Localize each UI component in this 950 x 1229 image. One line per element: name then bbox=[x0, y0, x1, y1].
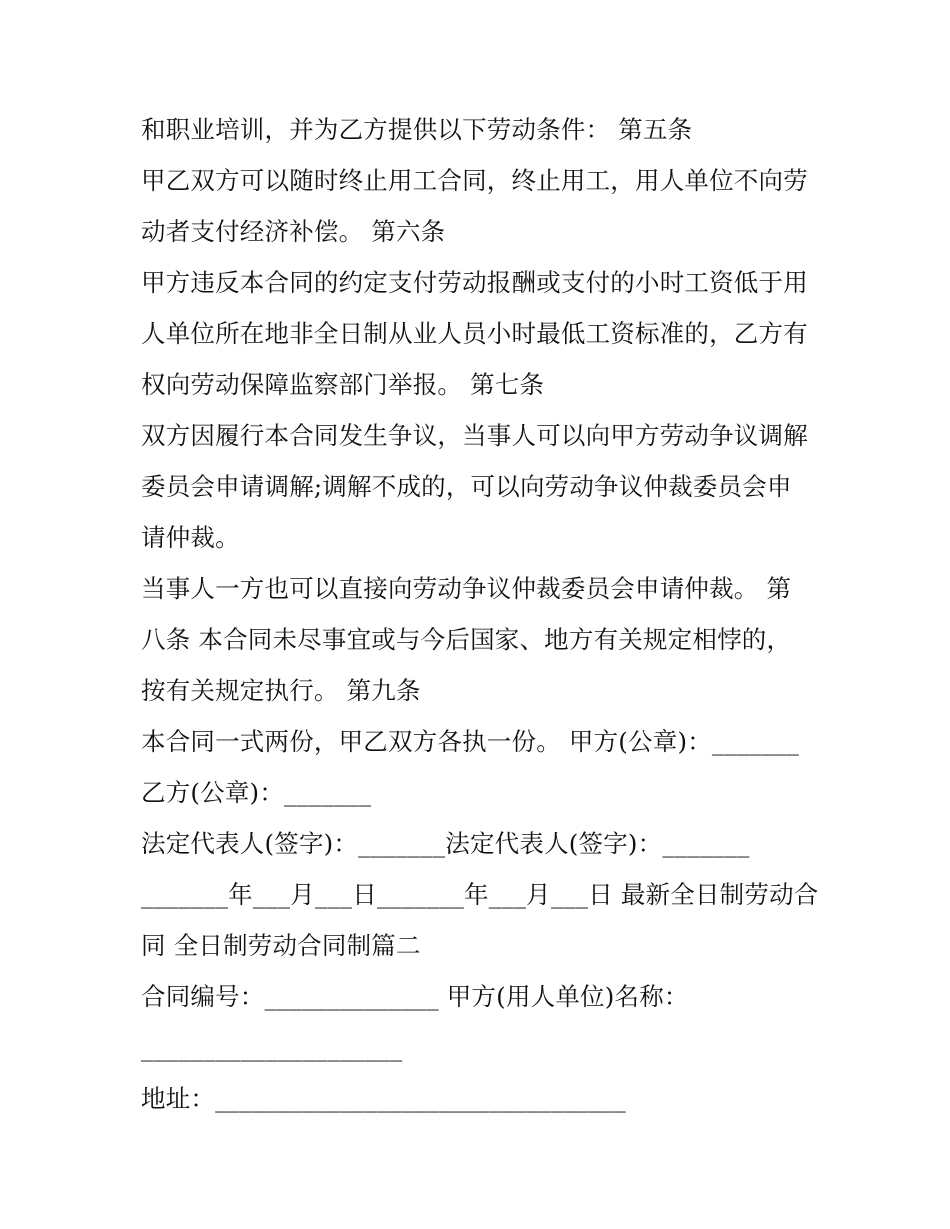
text-line: 动者支付经济补偿。 第六条 bbox=[141, 217, 446, 246]
text-line: 双方因履行本合同发生争议，当事人可以向甲方劳动争议调解 bbox=[141, 421, 808, 450]
text-line: 八条 本合同未尽事宜或与今后国家、地方有关规定相悖的， bbox=[141, 625, 792, 654]
contract-body-text bbox=[141, 104, 821, 1124]
section-title-line: 同 全日制劳动合同制篇二 bbox=[141, 931, 421, 960]
text-line: 人单位所在地非全日制从业人员小时最低工资标准的，乙方有 bbox=[141, 319, 808, 348]
text-line: 和职业培训，并为乙方提供以下劳动条件： 第五条 bbox=[141, 115, 693, 144]
date-line: _______年___月___日_______年___月___日 最新全日制劳动合 bbox=[141, 880, 819, 909]
signature-line: 法定代表人(签字)：_______法定代表人(签字)：_______ bbox=[141, 829, 750, 858]
blank-field-line: _____________________ bbox=[141, 1033, 403, 1062]
text-line: 按有关规定执行。 第九条 bbox=[141, 676, 421, 705]
text-line: 权向劳动保障监察部门举报。 第七条 bbox=[141, 370, 545, 399]
text-line: 甲方违反本合同的约定支付劳动报酬或支付的小时工资低于用 bbox=[141, 268, 808, 297]
contract-number-line: 合同编号：______________ 甲方(用人单位)名称： bbox=[141, 982, 689, 1011]
address-line: 地址：_________________________________ bbox=[141, 1084, 626, 1113]
signature-line: 本合同一式两份，甲乙双方各执一份。 甲方(公章)：_______ bbox=[141, 727, 800, 756]
text-line: 委员会申请调解;调解不成的，可以向劳动争议仲裁委员会申 bbox=[141, 472, 792, 501]
text-line: 请仲裁。 bbox=[141, 523, 240, 552]
signature-line: 乙方(公章)：_______ bbox=[141, 778, 372, 807]
text-line: 甲乙双方可以随时终止用工合同，终止用工，用人单位不向劳 bbox=[141, 166, 808, 195]
text-line: 当事人一方也可以直接向劳动争议仲裁委员会申请仲裁。 第 bbox=[141, 574, 792, 603]
